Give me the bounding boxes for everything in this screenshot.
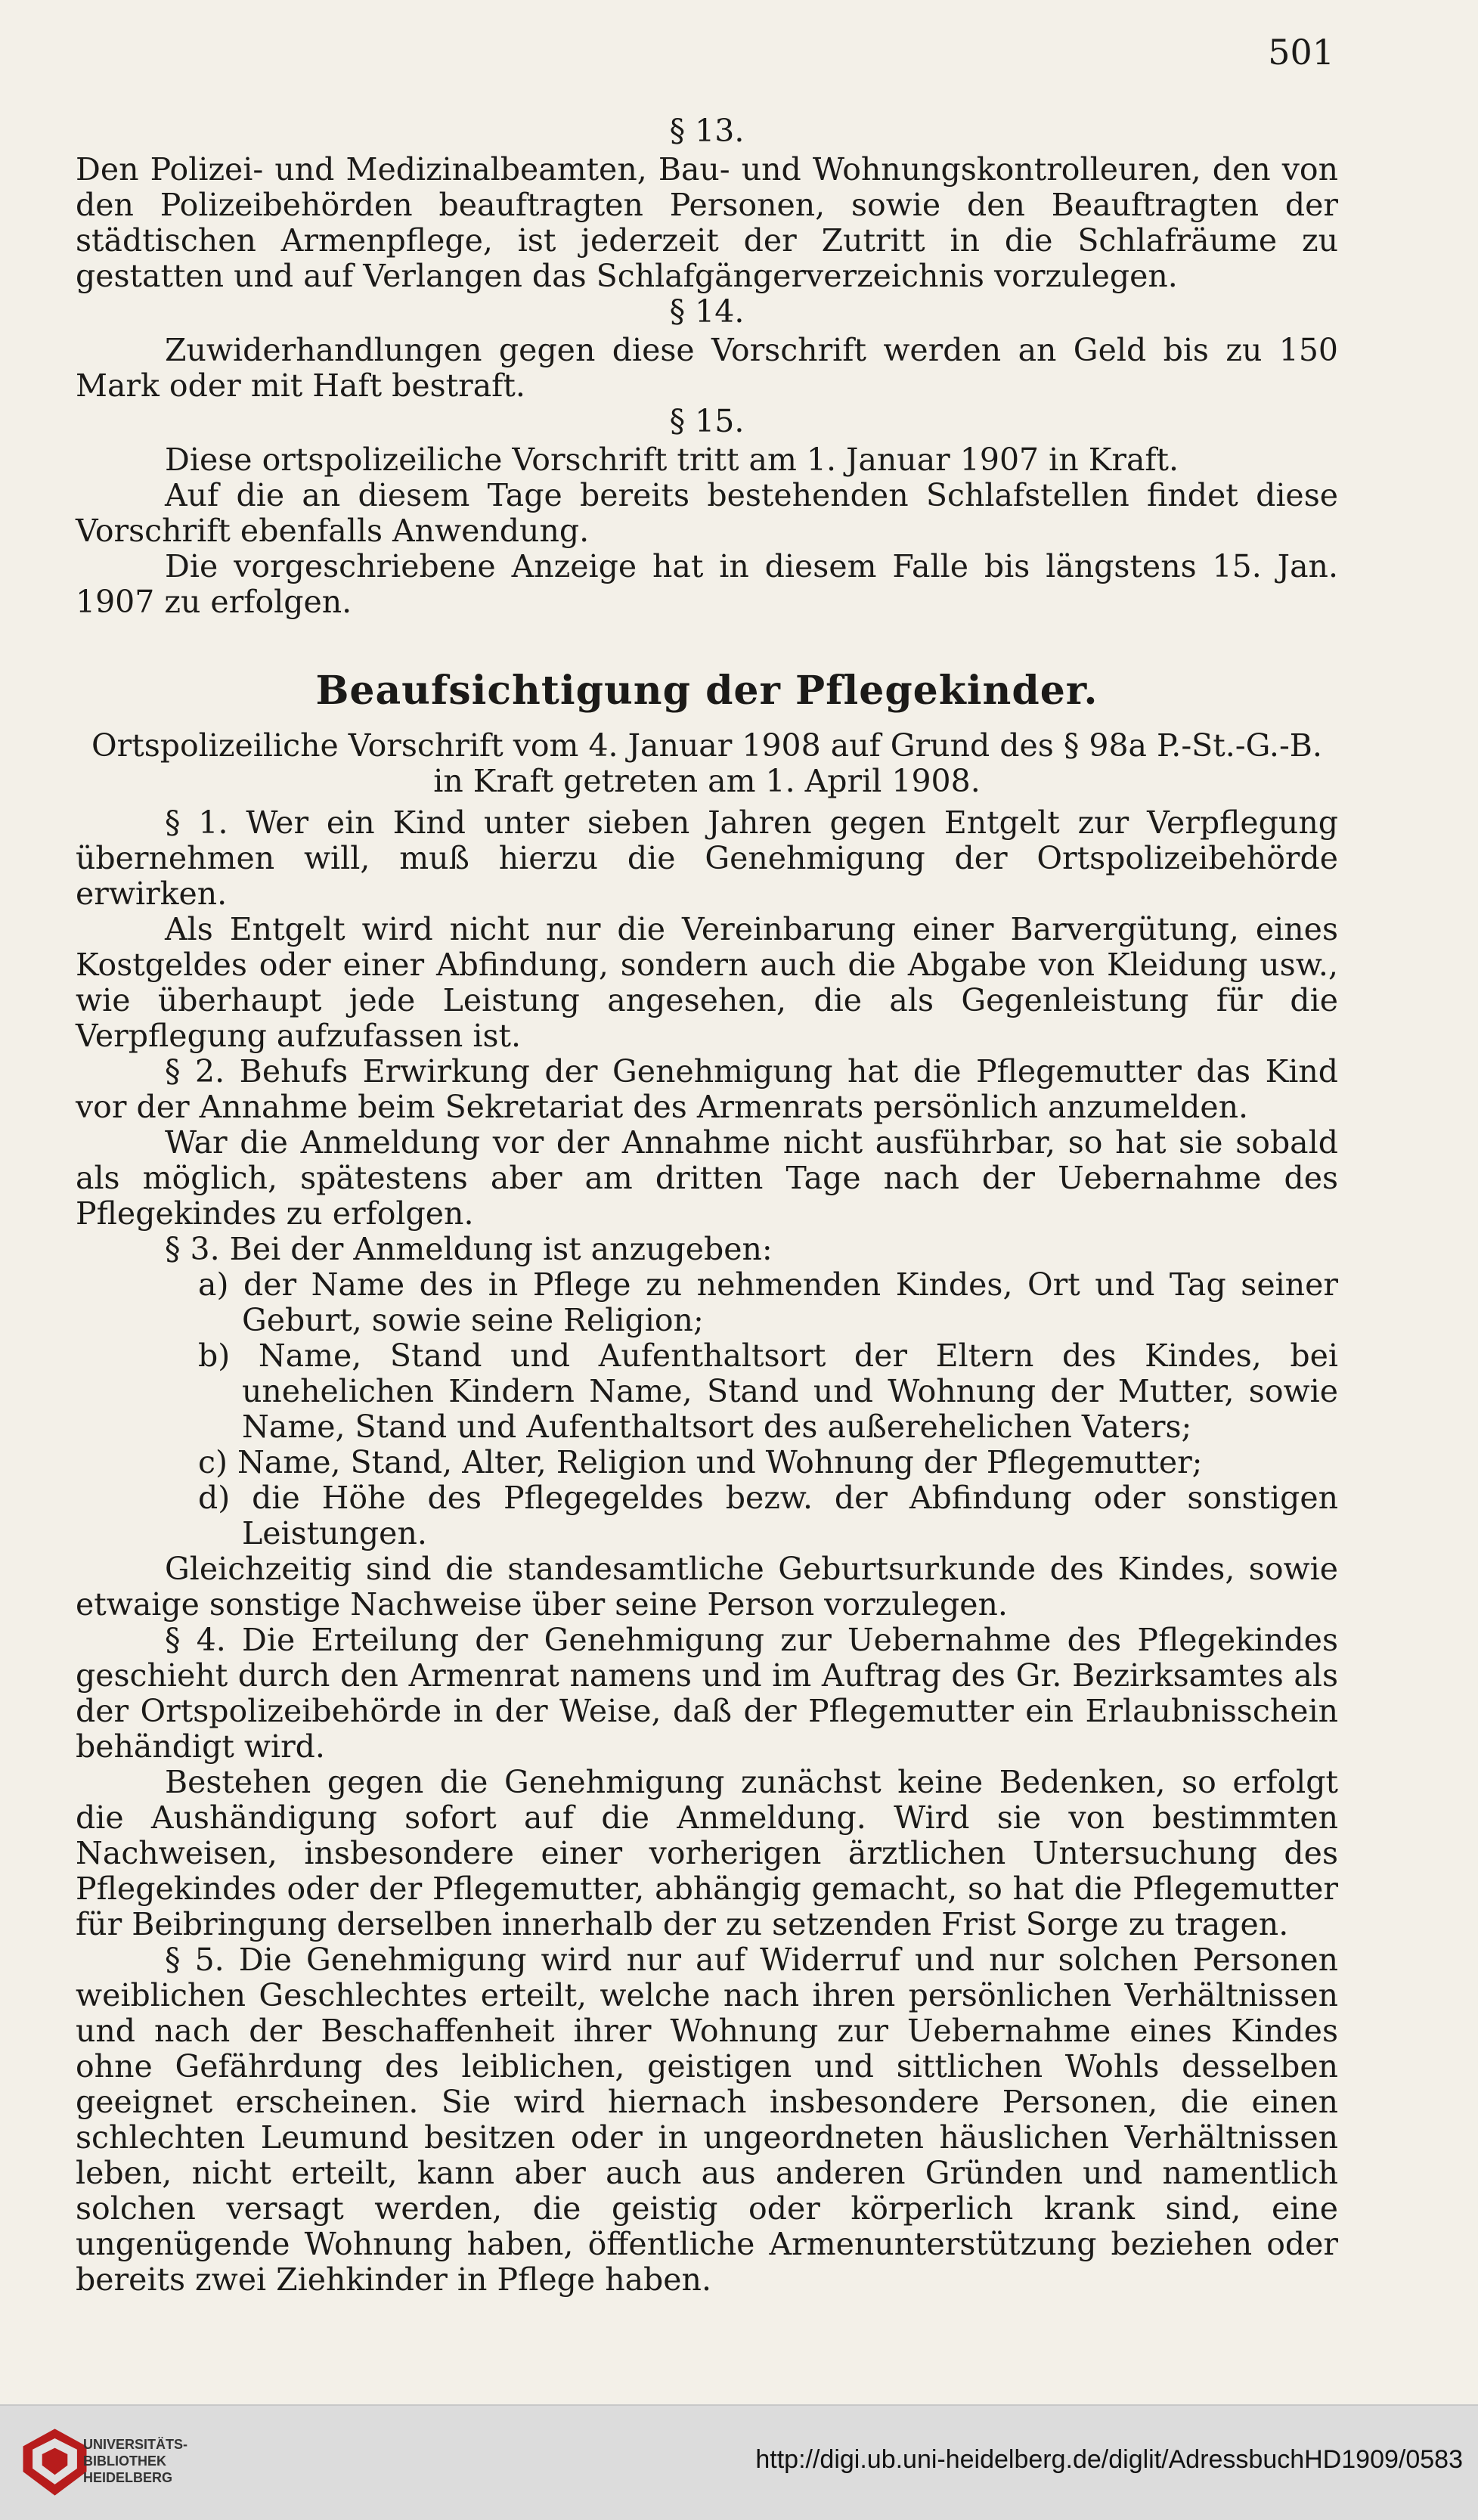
list-item: a) der Name des in Pflege zu nehmenden Kindes, Ort und Tag seiner Geburt, sowie seine Religion;: [198, 1266, 1338, 1338]
paragraph: Auf die an diesem Tage bereits bestehenden Schlafstellen findet diese Vorschrift ebenfalls Anwendung.: [76, 477, 1338, 549]
footer-bar: [0, 2404, 1478, 2520]
paragraph: Diese ortspolizeiliche Vorschrift tritt am 1. Januar 1907 in Kraft.: [165, 442, 1179, 478]
document-body: [76, 113, 1338, 2298]
list-item: c) Name, Stand, Alter, Religion und Wohnung der Pflegemutter;: [198, 1444, 1203, 1480]
source-url-link[interactable]: http://digi.ub.uni-heidelberg.de/diglit/AdressbuchHD1909/0583: [755, 2445, 1463, 2474]
section-heading: § 13.: [669, 113, 745, 149]
paragraph: § 1. Wer ein Kind unter sieben Jahren gegen Entgelt zur Verpflegung übernehmen will, muß hierzu die Genehmigung der Ortspolizeibehörde erwirken.: [76, 804, 1338, 912]
paragraph: Den Polizei- und Medizinalbeamten, Bau- und Wohnungskontrolleuren, den von den Polizeibehörden beauftragten Personen, sowie den Beauftragten der städtischen Armenpflege, ist jederzeit der Zutritt in die Schlafräume zu gestatten und auf Verlangen das Schlafgängerverzeichnis vorzulegen.: [76, 151, 1338, 294]
regulation-subtitle: Ortspolizeiliche Vorschrift vom 4. Januar 1908 auf Grund des § 98a P.-St.-G.-B. in Kraft getreten am 1. April 1908.: [91, 727, 1322, 799]
paragraph: Zuwiderhandlungen gegen diese Vorschrift werden an Geld bis zu 150 Mark oder mit Haft bestraft.: [76, 332, 1338, 404]
paragraph: § 2. Behufs Erwirkung der Genehmigung hat die Pflegemutter das Kind vor der Annahme beim Sekretariat des Armenrats persönlich anzumelden.: [76, 1053, 1338, 1125]
paragraph: War die Anmeldung vor der Annahme nicht ausführbar, so hat sie sobald als möglich, spätestens aber am dritten Tage nach der Uebernahme des Pflegekindes zu erfolgen.: [76, 1124, 1338, 1232]
library-name: UNIVERSITÄTS- BIBLIOTHEK HEIDELBERG: [83, 2437, 188, 2485]
paragraph: Die vorgeschriebene Anzeige hat in diesem Falle bis längstens 15. Jan. 1907 zu erfolgen.: [76, 548, 1338, 620]
paragraph: § 4. Die Erteilung der Genehmigung zur Uebernahme des Pflegekindes geschieht durch den Armenrat namens und im Auftrag des Gr. Bezirksamtes als der Ortspolizeibehörde in der Weise, daß der Pflegemutter ein Erlaubnisschein behändigt wird.: [76, 1622, 1338, 1765]
paragraph: § 3. Bei der Anmeldung ist anzugeben:: [165, 1231, 773, 1267]
paragraph: § 5. Die Genehmigung wird nur auf Widerruf und nur solchen Personen weiblichen Geschlechtes erteilt, welche nach ihren persönlichen Verhältnissen und nach der Beschaffenheit ihrer Wohnung zur Uebernahme eines Kindes ohne Gefährdung des leiblichen, geistigen und sittlichen Wohls desselben geeignet erscheinen. Sie wird hiernach insbesondere Personen, die einen schlechten Leumund besitzen oder in ungeordneten häuslichen Verhältnissen leben, nicht erteilt, kann aber auch aus anderen Gründen und namentlich solchen versagt werden, die geistig oder körperlich krank sind, eine ungenügende Wohnung haben, öffentliche Armenunterstützung beziehen oder bereits zwei Ziehkinder in Pflege haben.: [76, 1942, 1338, 2298]
regulation-title: Beaufsichtigung der Pflegekinder.: [315, 668, 1098, 714]
section-heading: § 15.: [669, 403, 745, 439]
list-item: b) Name, Stand und Aufenthaltsort der Eltern des Kindes, bei unehelichen Kindern Name, Stand und Wohnung der Mutter, sowie Name, Stand und Aufenthaltsort des außerehelichen Vaters;: [198, 1337, 1338, 1445]
paragraph: Als Entgelt wird nicht nur die Vereinbarung einer Barvergütung, eines Kostgeldes oder einer Abfindung, sondern auch die Abgabe von Kleidung usw., wie überhaupt jede Leistung angesehen, die als Gegenleistung für die Verpflegung aufzufassen ist.: [76, 911, 1338, 1054]
list-item: d) die Höhe des Pflegegeldes bezw. der Abfindung oder sonstigen Leistungen.: [198, 1480, 1338, 1551]
paragraph: Gleichzeitig sind die standesamtliche Geburtsurkunde des Kindes, sowie etwaige sonstige Nachweise über seine Person vorzulegen.: [76, 1551, 1338, 1623]
paragraph: Bestehen gegen die Genehmigung zunächst keine Bedenken, so erfolgt die Aushändigung sofort auf die Anmeldung. Wird sie von bestimmten Nachweisen, insbesondere einer vorherigen ärztlichen Untersuchung des Pflegekindes oder der Pflegemutter, abhängig gemacht, so hat die Pflegemutter für Beibringung derselben innerhalb der zu setzenden Frist Sorge zu tragen.: [76, 1764, 1338, 1942]
section-heading: § 14.: [669, 293, 745, 330]
page-number: 501: [1268, 32, 1334, 73]
